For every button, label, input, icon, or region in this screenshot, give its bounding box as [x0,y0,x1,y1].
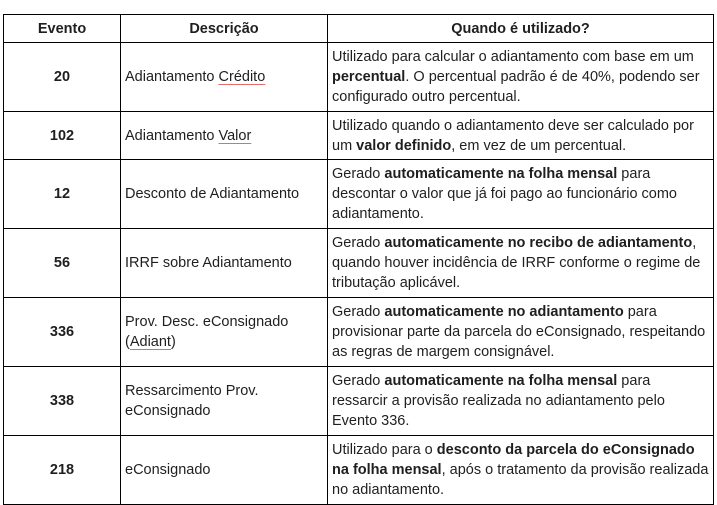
table-row [4,112,714,160]
quando-cell: Utilizado quando o adiantamento deve ser calculado por um valor definido, em vez de um percentual. [328,112,714,160]
descricao-cell: Prov. Desc. eConsignado (Adiant) [121,298,328,367]
evento-cell: 338 [4,367,121,436]
header-quando: Quando é utilizado? [328,15,714,43]
spellcheck-flagged-word: Crédito [218,69,266,85]
quando-cell: Gerado automaticamente no recibo de adiantamento, quando houver incidência de IRRF conforme o regime de tributação aplicável. [328,229,714,298]
descricao-cell: Adiantamento Crédito [121,43,328,112]
quando-cell: Gerado automaticamente na folha mensal para ressarcir a provisão realizada no adiantamento pelo Evento 336. [328,367,714,436]
descricao-cell: Desconto de Adiantamento [121,160,328,229]
descricao-cell: Ressarcimento Prov. eConsignado [121,367,328,436]
emphasis-text: automaticamente na folha mensal [384,373,618,389]
descricao-cell: Adiantamento Valor [121,112,328,160]
emphasis-text: percentual [332,69,406,85]
evento-cell: 336 [4,298,121,367]
emphasis-text: desconto da parcela do eConsignado na folha mensal [332,442,695,478]
emphasis-text: valor definido [356,137,452,154]
spellcheck-flagged-word: Valor [218,127,252,144]
events-table [3,14,714,505]
table-row [4,43,714,112]
table-row [4,367,714,436]
evento-cell: 12 [4,160,121,229]
header-evento: Evento [4,15,121,43]
quando-cell: Gerado automaticamente na folha mensal para descontar o valor que já foi pago ao funcionário como adiantamento. [328,160,714,229]
table-row [4,229,714,298]
quando-cell: Gerado automaticamente no adiantamento para provisionar parte da parcela do eConsignado, respeitando as regras de margem consignável. [328,298,714,367]
emphasis-text: automaticamente no adiantamento [384,304,624,320]
table-row [4,160,714,229]
descricao-cell: IRRF sobre Adiantamento [121,229,328,298]
header-descricao: Descrição [121,15,328,43]
evento-cell: 102 [4,112,121,160]
quando-cell: Utilizado para calcular o adiantamento com base em um percentual. O percentual padrão é de 40%, podendo ser configurado outro percentual. [328,43,714,112]
table-row [4,436,714,505]
evento-cell: 218 [4,436,121,505]
header-row [4,15,714,43]
table-row [4,298,714,367]
descricao-cell: eConsignado [121,436,328,505]
emphasis-text: automaticamente no recibo de adiantamento [384,235,693,251]
spellcheck-flagged-word: Adiant [129,334,171,350]
evento-cell: 20 [4,43,121,112]
evento-cell: 56 [4,229,121,298]
emphasis-text: automaticamente na folha mensal [384,166,618,182]
quando-cell: Utilizado para o desconto da parcela do eConsignado na folha mensal, após o tratamento da provisão realizada no adiantamento. [328,436,714,505]
